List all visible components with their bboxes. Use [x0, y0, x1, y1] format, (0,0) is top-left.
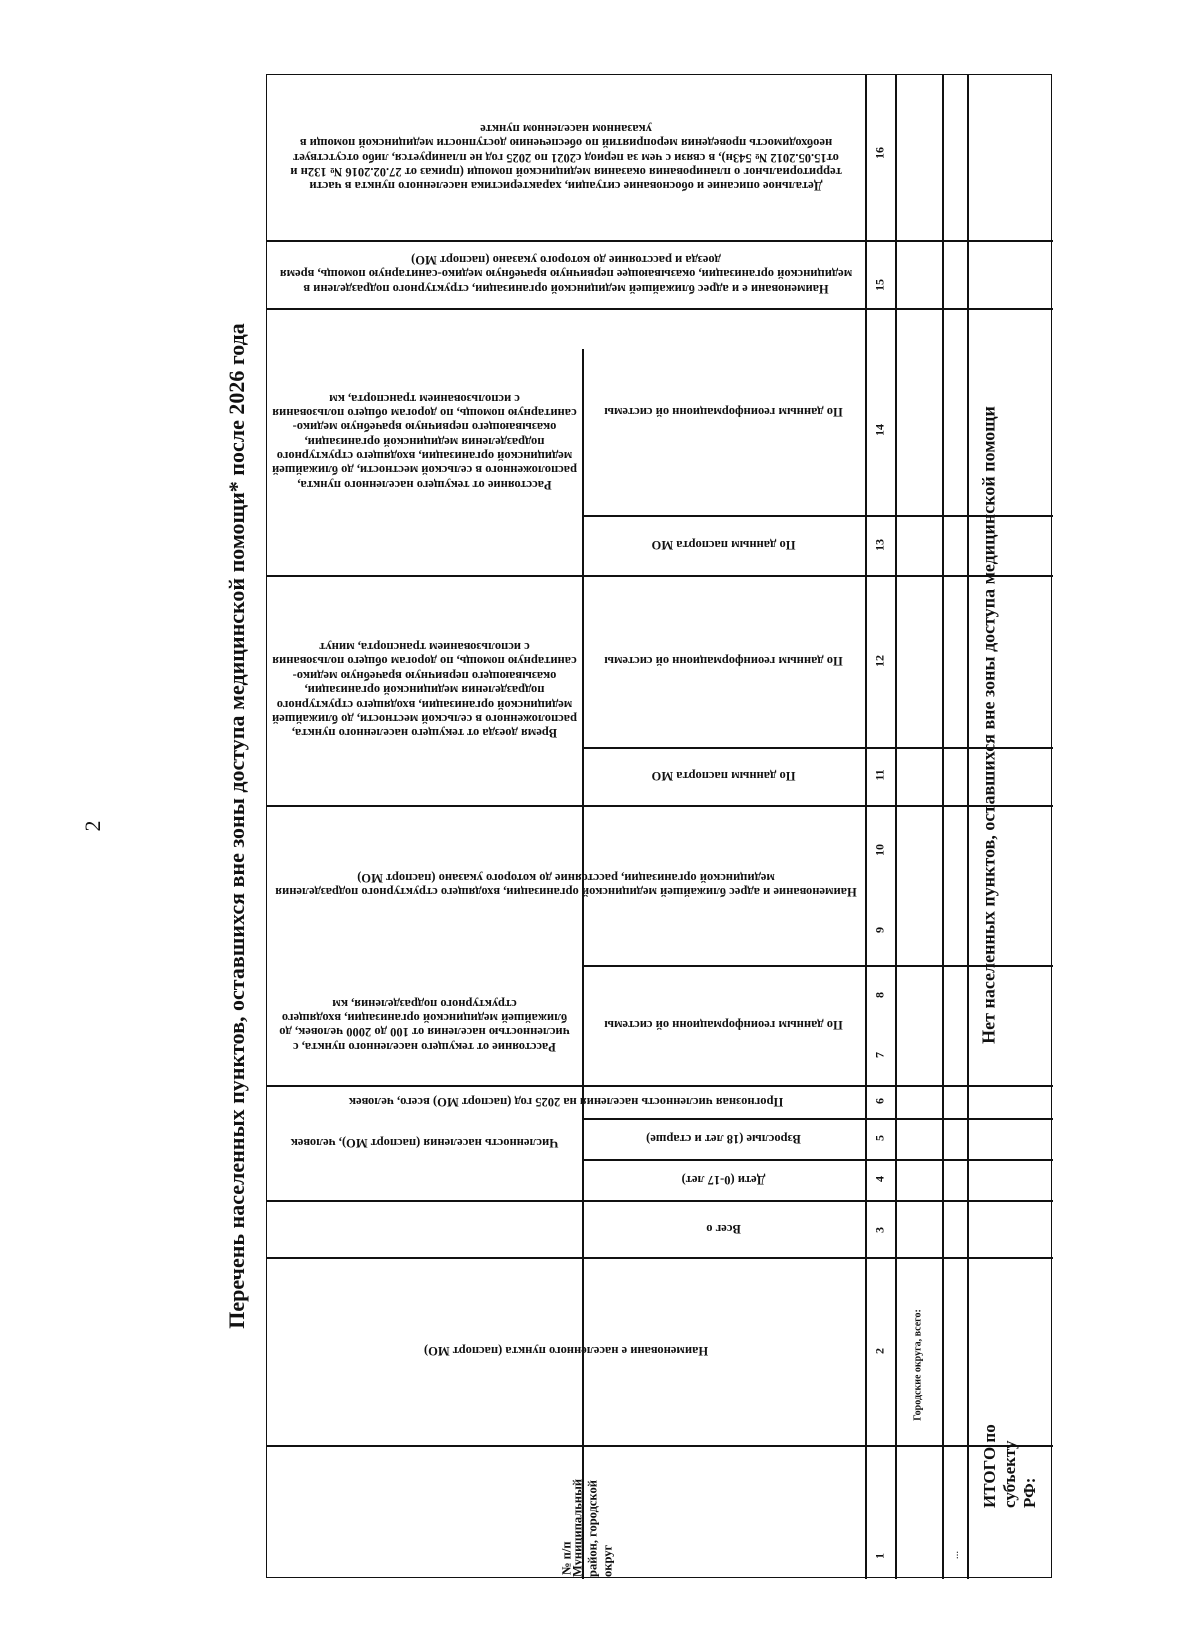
header-col10: Наименование и адрес ближайшей медицинской организации, входящего структурного подразделения медицинской организации, расстояние до которого указано (паспорт МО) [275, 871, 857, 900]
header-col6: Взрослые (18 лет и старше) [646, 1131, 801, 1146]
column-number-10: 10 [872, 844, 887, 856]
column-number-1: 1 [872, 1553, 887, 1559]
column-number-4: 4 [872, 1176, 887, 1182]
column-number-13: 13 [872, 539, 887, 551]
column-number-7: 7 [872, 1052, 887, 1058]
page-number: 2 [80, 820, 105, 832]
page-title: Перечень населенных пунктов, оставшихся вне зоны доступа медицинской помощи* после 2026 года [224, 323, 249, 1329]
column-number-15: 15 [872, 279, 887, 291]
header-pop-group: Численность населения (паспорт МО), человек [290, 1135, 559, 1150]
ellipsis-row: ... [949, 1550, 961, 1560]
column-number-9: 9 [872, 927, 887, 933]
grand-total-label: ИТОГО по субъекту РФ: [980, 1424, 1039, 1508]
column-number-12: 12 [872, 655, 887, 667]
column-number-16: 16 [872, 147, 887, 159]
header-col15: Наименовани е и адрес ближайшей медицинской организации, структурного подразделени в медицинской организации, оказывающее первичную врачебную медико-санитарную помощь, время доезда и расстояние до которого указано (паспорт МО) [279, 252, 853, 296]
column-number-11: 11 [872, 769, 887, 781]
summary-table [266, 74, 1052, 1578]
column-number-6: 6 [872, 1098, 887, 1104]
header-col7: Прогнозная численность населения на 2025 год (паспорт МО) всего, человек [348, 1094, 784, 1109]
header-col16: Детальное описание и обоснование ситуации, характеристика населенного пункта в части территориальног о планирования оказания медицинской помощи (приказ от 27.02.2016 № 132н и от15.05.2012 № 543н), в связи с чем за период с2021 по 2025 год не планируется, либо отсутствует необходимость проведения мероприятий по обеспечению доступности медицинской помощи в указанном населенном пункте [290, 121, 842, 194]
header-col2: Муниципальный район, городской округ [570, 1478, 615, 1577]
header-col1: № п/п [559, 1541, 574, 1575]
header-col13: По данным паспорта МО [651, 538, 796, 553]
header-col5: Дети (0-17 лет) [681, 1172, 766, 1187]
header-col9: По данным геоинформационн ой системы [604, 1018, 843, 1033]
header-col12: По данным геоинформационн ой системы [604, 654, 843, 669]
header-col14: По данным геоинформационн ой системы [604, 404, 843, 419]
urban-districts-total-label: Городские округа, всего: [912, 1309, 924, 1421]
column-number-3: 3 [872, 1227, 887, 1233]
no-settlements-note: Нет населенных пунктов, оставшихся вне зоны доступа медицинской помощи [978, 406, 999, 1044]
header-col4: Всег о [706, 1221, 741, 1236]
header-col11: По данным паспорта МО [651, 769, 796, 784]
column-number-8: 8 [872, 992, 887, 998]
column-number-5: 5 [872, 1135, 887, 1141]
column-number-14: 14 [872, 424, 887, 436]
header-time-group: Время доезда от текущего населенного пункта, расположенного в сельской местности, до ближайшей медицинской организации, входящего структурного подразделения медицинской организации, оказывающего первичную врачебную медико-санитарную помощь, по дорогам общего пользования с использованием транспорта, минут [272, 640, 577, 741]
column-number-2: 2 [872, 1348, 887, 1354]
header-col3: Наименовани е населенного пункта (паспорт МО) [423, 1344, 709, 1359]
header-dist1-group: Расстояние от текущего населенного пункта, с численностью населения от 100 до 2000 человек, до ближайшей медицинской организации, входящего структурного подразделения, км [279, 996, 570, 1054]
header-dist2-group: Расстояние от текущего населенного пункта, расположенного в сельской местности, до ближайшей медицинской организации, входящего структурного подразделения медицинской организации, оказывающего первичную врачебную медико-санитарную помощь, по дорогам общего пользования с использованием транспорта, км [272, 391, 577, 492]
